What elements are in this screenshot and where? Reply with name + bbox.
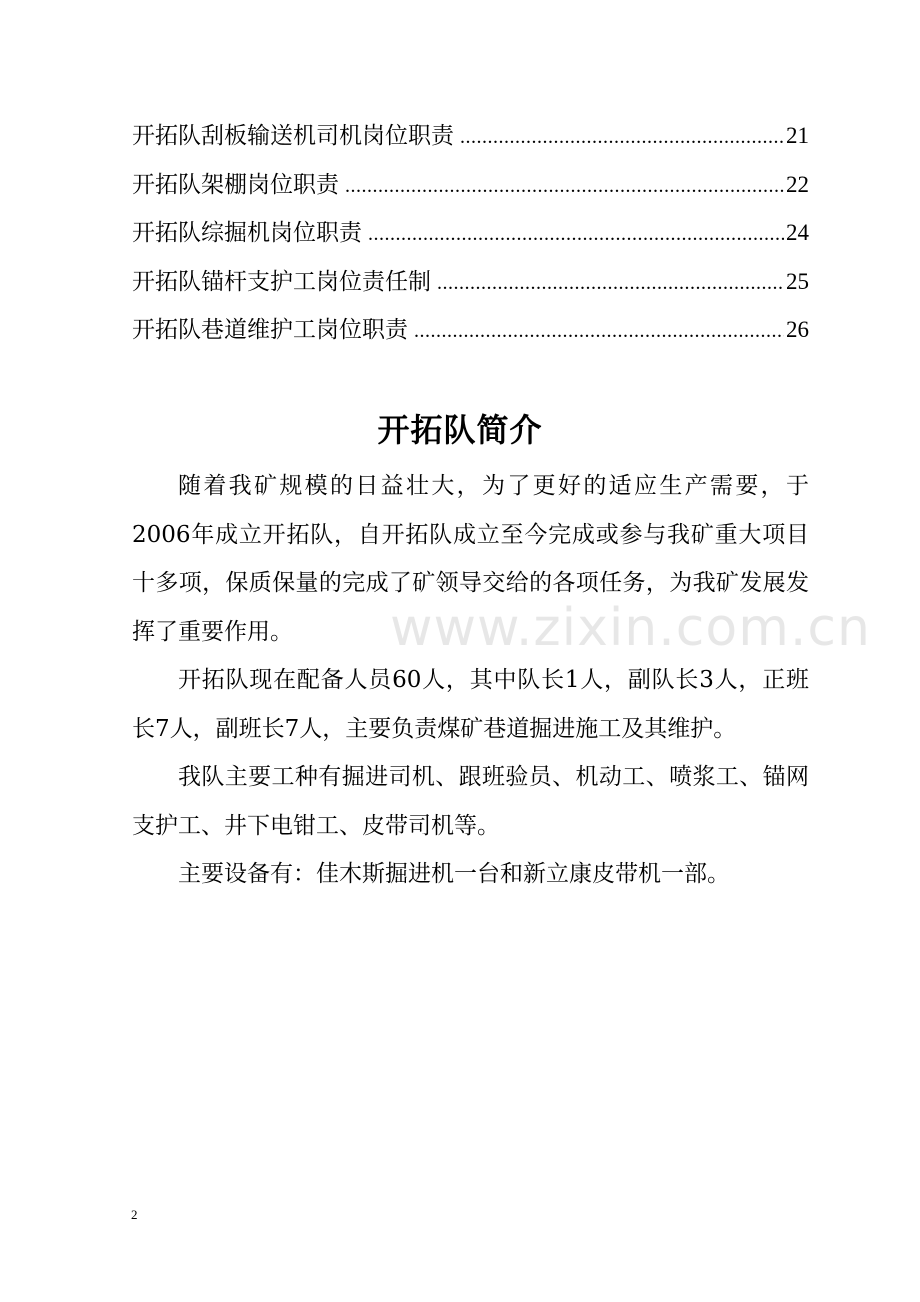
toc-entry-title: 开拓队巷道维护工岗位职责 (132, 317, 408, 343)
toc-leader-dots (345, 162, 784, 211)
toc-leader-dots (437, 259, 784, 308)
toc-entry-title: 开拓队锚杆支护工岗位责任制 (132, 268, 431, 295)
toc-leader-dots (414, 307, 784, 356)
paragraph: 随着我矿规模的日益壮大，为了更好的适应生产需要，于2006年成立开拓队，自开拓队成立至今完成或参与我矿重大项目十多项，保质保量的完成了矿领导交给的各项任务，为我矿发展发挥了重要作用。 (132, 473, 809, 645)
table-of-contents (132, 112, 809, 355)
toc-entry-page: 26 (786, 317, 809, 342)
paragraph: 主要设备有：佳木斯掘进机一台和新立康皮带机一部。 (178, 861, 730, 887)
toc-entry-title: 开拓队综掘机岗位职责 (132, 220, 362, 246)
section-body (132, 462, 809, 899)
section-title: 开拓队简介 (377, 411, 543, 450)
toc-entry-title: 开拓队架棚岗位职责 (132, 171, 339, 198)
paragraph: 我队主要工种有掘进司机、跟班验员、机动工、喷浆工、锚网支护工、井下电钳工、皮带司机等。 (132, 764, 809, 839)
toc-entry-page: 21 (786, 123, 809, 148)
toc-entry-page: 25 (786, 268, 809, 294)
watermark: www.zixin.com.cn (390, 598, 871, 658)
toc-entry[interactable] (132, 306, 809, 355)
toc-entry[interactable] (132, 209, 809, 258)
page-number: 2 (131, 1207, 138, 1222)
toc-entry-page: 24 (786, 220, 809, 245)
toc-entry-page: 22 (786, 171, 809, 197)
paragraph: 开拓队现在配备人员60人，其中队长1人，副队长3人，正班长7人，副班长7人，主要负责煤矿巷道掘进施工及其维护。 (132, 667, 809, 742)
toc-entry[interactable] (132, 258, 809, 307)
toc-leader-dots (460, 113, 784, 162)
toc-leader-dots (368, 210, 784, 259)
toc-entry-title: 开拓队刮板输送机司机岗位职责 (132, 123, 454, 149)
toc-entry[interactable] (132, 112, 809, 161)
toc-entry[interactable] (132, 161, 809, 210)
